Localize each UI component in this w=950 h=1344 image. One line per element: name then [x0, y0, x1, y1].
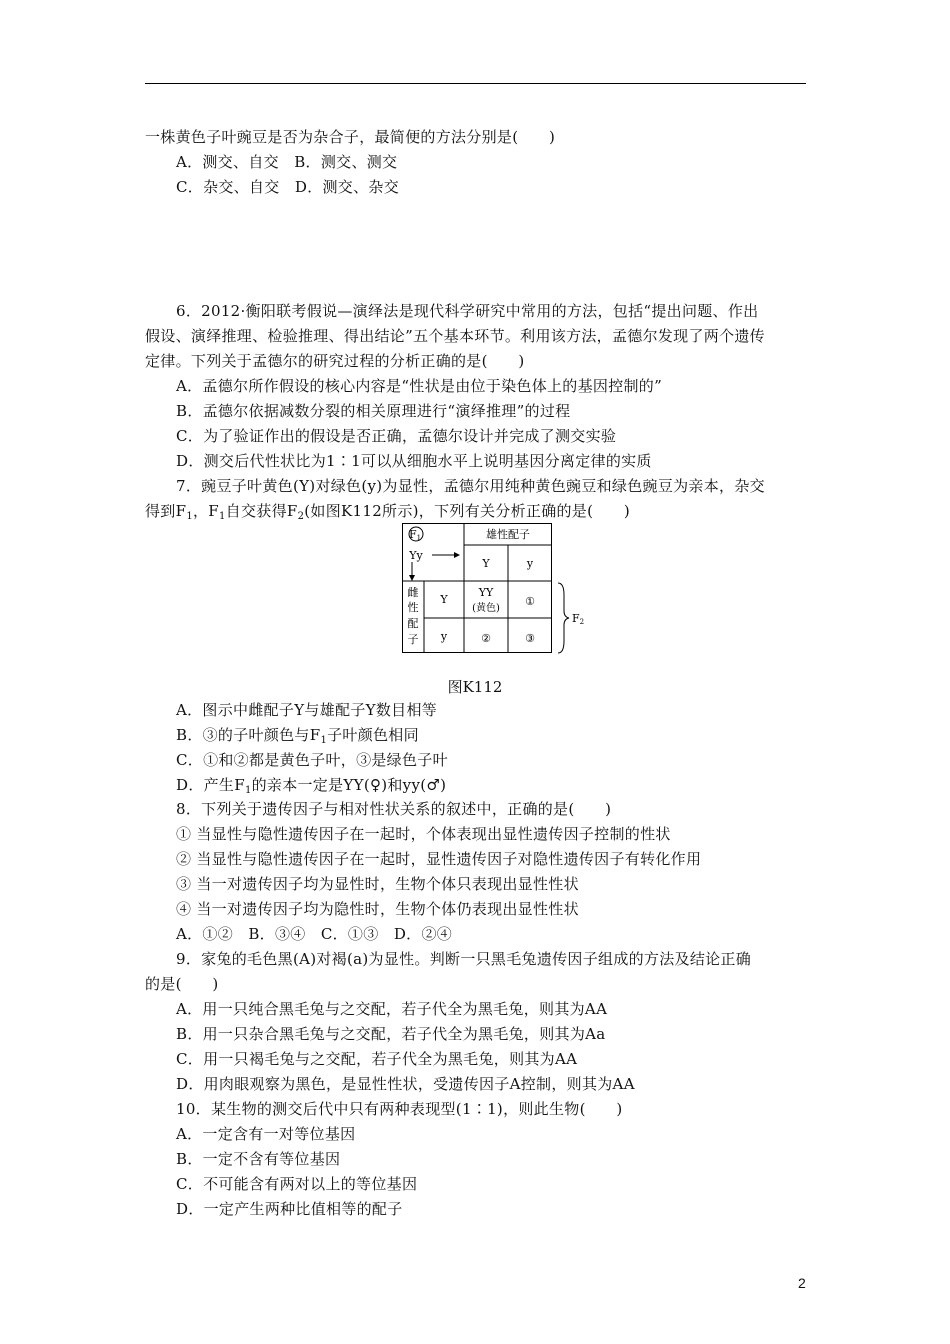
q8-statement-3: ③ 当一对遗传因子均为显性时，生物个体只表现出显性性状: [176, 875, 579, 893]
female-gamete-char-4: 子: [407, 633, 419, 646]
q10-option-d: D．一定产生两种比值相等的配子: [176, 1200, 403, 1218]
cell-3: ③: [525, 632, 535, 645]
q10-option-a: A．一定含有一对等位基因: [176, 1125, 356, 1143]
q5-options-cd: C．杂交、自交 D．测交、杂交: [176, 178, 400, 196]
q7-stem-line1: 7．豌豆子叶黄色(Y)对绿色(y)为显性，孟德尔用纯种黄色豌豆和绿色豌豆为亲本，杂交: [176, 477, 765, 495]
q7-stem-line2: 得到$F_1$，$F_1$自交获得$F_2$(如图K112所示)，下列有关分析正确的是( ): [145, 502, 631, 522]
female-gamete-char-3: 配: [407, 617, 419, 630]
yy-label: Yy: [409, 549, 423, 562]
q8-stem: 8．下列关于遗传因子与相对性状关系的叙述中，正确的是( ): [176, 800, 612, 818]
male-gamete-header: 雄性配子: [486, 528, 530, 541]
q6-option-a: A．孟德尔所作假设的核心内容是“性状是由位于染色体上的基因控制的”: [176, 377, 663, 395]
header-rule: [145, 83, 806, 84]
q6-option-c: C．为了验证作出的假设是否正确，孟德尔设计并完成了测交实验: [176, 427, 617, 445]
q5-stem-tail: 一株黄色子叶豌豆是否为杂合子，最简便的方法分别是( ): [145, 128, 556, 146]
col-header-Y: Y: [482, 557, 490, 570]
q6-option-d: D．测交后代性状比为1∶1可以从细胞水平上说明基因分离定律的实质: [176, 452, 652, 470]
q5-options-ab: A．测交、自交 B．测交、测交: [176, 153, 398, 171]
page-number: 2: [798, 1275, 806, 1291]
arrow-down-icon: [409, 575, 415, 581]
q10-option-b: B．一定不含有等位基因: [176, 1150, 341, 1168]
q7-option-a: A．图示中雌配子Y与雄配子Y数目相等: [176, 701, 438, 719]
row-header-Y: Y: [440, 593, 448, 606]
q10-option-c: C．不可能含有两对以上的等位基因: [176, 1175, 418, 1193]
q9-option-a: A．用一只纯合黑毛兔与之交配，若子代全为黑毛兔，则其为AA: [176, 1000, 608, 1018]
q6-stem-line1: 6．2012·衡阳联考假说—演绎法是现代科学研究中常用的方法，包括“提出问题、作出: [176, 302, 759, 320]
figure-caption: 图K112: [447, 678, 503, 696]
q6-stem-line2: 假设、演绎推理、检验推理、得出结论”五个基本环节。利用该方法，孟德尔发现了两个遗传: [145, 327, 765, 345]
q7-option-b: B．③的子叶颜色与$F_1$子叶颜色相同: [176, 726, 419, 746]
col-header-y: y: [526, 557, 534, 570]
cell-2: ②: [481, 632, 491, 645]
cell-YY: YY: [478, 586, 494, 599]
q9-option-c: C．用一只褐毛兔与之交配，若子代全为黑毛兔，则其为AA: [176, 1050, 578, 1068]
q8-options: A．①② B．③④ C．①③ D．②④: [176, 925, 453, 943]
q8-statement-1: ① 当显性与隐性遗传因子在一起时，个体表现出显性遗传因子控制的性状: [176, 825, 671, 843]
q6-option-b: B．孟德尔依据减数分裂的相关原理进行“演绎推理”的过程: [176, 402, 571, 420]
q9-stem-line1: 9．家兔的毛色黑(A)对褐(a)为显性。判断一只黑毛兔遗传因子组成的方法及结论正确: [176, 950, 752, 968]
cell-1: ①: [525, 595, 535, 608]
female-gamete-char-2: 性: [407, 601, 419, 614]
q10-stem: 10．某生物的测交后代中只有两种表现型(1∶1)，则此生物( ): [176, 1100, 623, 1118]
q9-option-b: B．用一只杂合黑毛兔与之交配，若子代全为黑毛兔，则其为Aa: [176, 1025, 606, 1043]
q9-option-d: D．用肉眼观察为黑色，是显性性状，受遗传因子A控制，则其为AA: [176, 1075, 635, 1093]
f2-brace: [558, 583, 569, 653]
row-header-y: y: [440, 630, 448, 643]
punnett-square-figure: [402, 523, 592, 658]
q9-stem-line2: 的是( ): [145, 975, 219, 993]
q7-option-c: C．①和②都是黄色子叶，③是绿色子叶: [176, 751, 448, 769]
f2-label: F2: [571, 612, 585, 626]
q8-statement-2: ② 当显性与隐性遗传因子在一起时，显性遗传因子对隐性遗传因子有转化作用: [176, 850, 702, 868]
q7-option-d: D．产生$F_1$的亲本一定是YY(♀)和yy(♂): [176, 776, 447, 796]
f1-label: F1: [408, 528, 422, 542]
female-gamete-char-1: 雌: [407, 586, 419, 599]
cell-YY-note: (黄色): [472, 603, 500, 614]
q6-stem-line3: 定律。下列关于孟德尔的研究过程的分析正确的是( ): [145, 352, 525, 370]
q8-statement-4: ④ 当一对遗传因子均为隐性时，生物个体仍表现出显性性状: [176, 900, 579, 918]
arrow-right-icon: [454, 552, 460, 558]
